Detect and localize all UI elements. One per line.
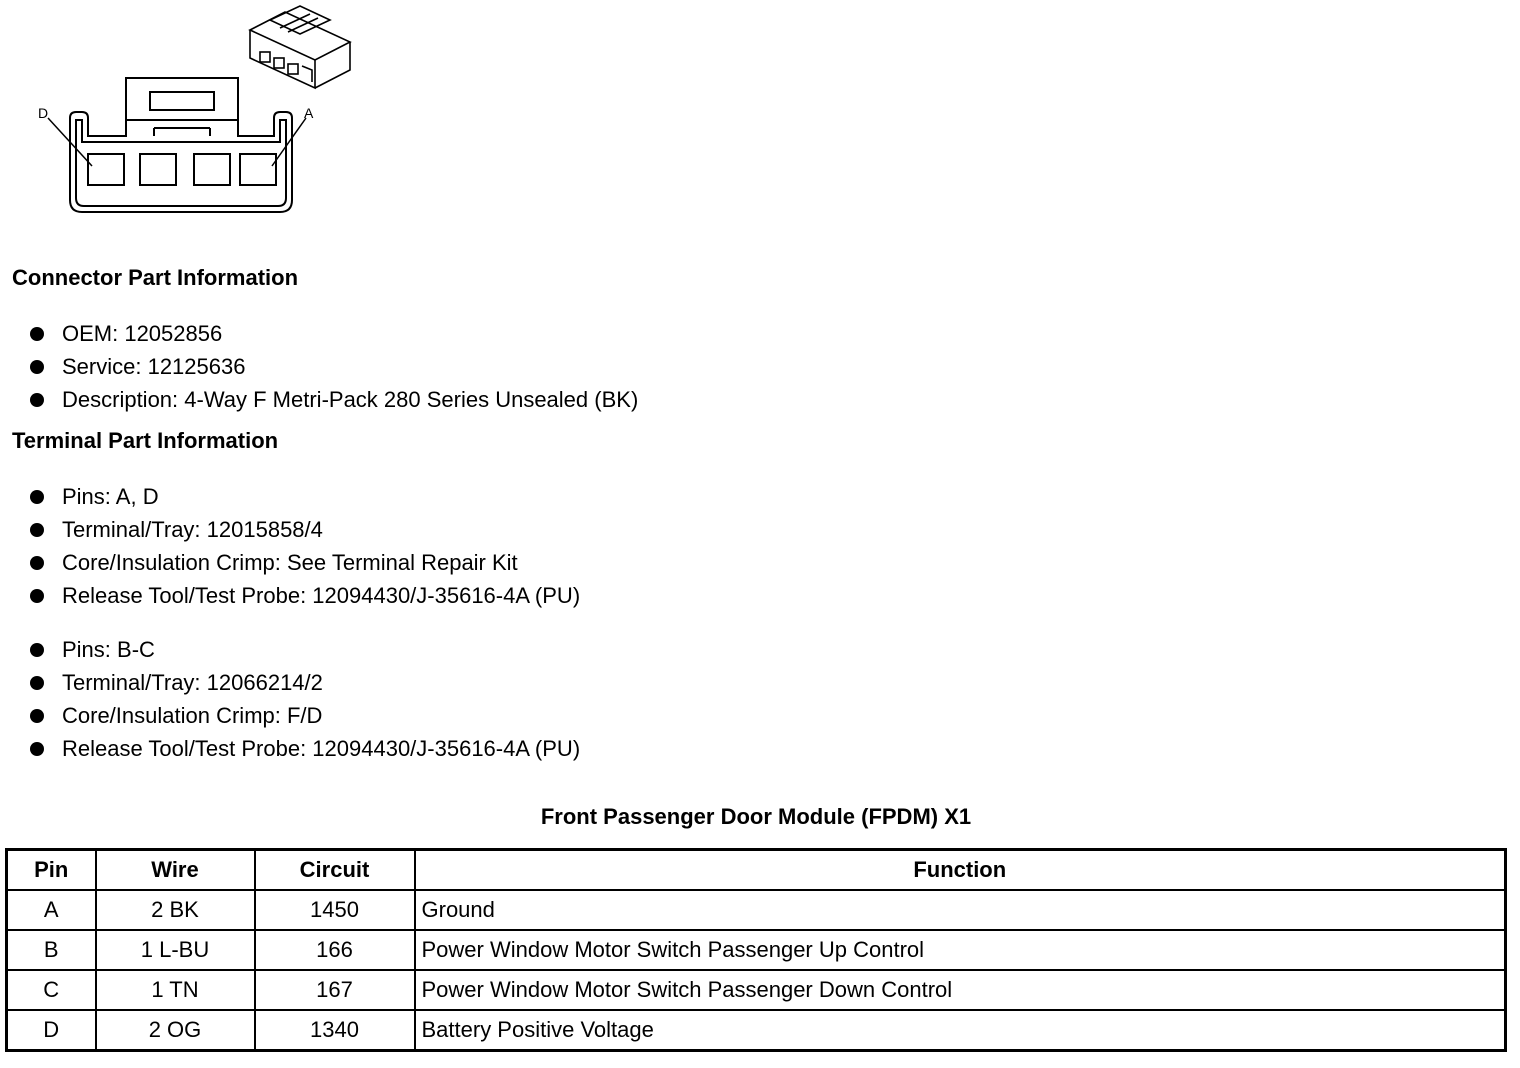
- list-item: Release Tool/Test Probe: 12094430/J-35616-4A (PU): [28, 732, 580, 765]
- connector-face: [48, 78, 306, 212]
- list-item: Core/Insulation Crimp: F/D: [28, 699, 580, 732]
- cell-function: Power Window Motor Switch Passenger Up Control: [415, 930, 1506, 970]
- connector-diagram: [30, 0, 370, 225]
- bullet-icon: [30, 523, 44, 537]
- cell-pin: C: [7, 970, 96, 1010]
- cell-function: Battery Positive Voltage: [415, 1010, 1506, 1051]
- pin-label-d: D: [38, 105, 49, 121]
- list-item: Service: 12125636: [28, 350, 638, 383]
- pin-cavity-b: [194, 154, 230, 185]
- cell-pin: D: [7, 1010, 96, 1051]
- terminal-group-1-list: [28, 480, 580, 612]
- pin-cavity-c: [140, 154, 176, 185]
- table-header-row: [7, 850, 1506, 891]
- bullet-icon: [30, 327, 44, 341]
- pinout-table: [5, 848, 1507, 1052]
- list-item: Pins: B-C: [28, 633, 580, 666]
- terminal-part-info-heading: Terminal Part Information: [12, 428, 279, 453]
- connector-part-info-heading: Connector Part Information: [12, 265, 299, 290]
- bullet-icon: [30, 589, 44, 603]
- cell-function: Ground: [415, 890, 1506, 930]
- bullet-icon: [30, 490, 44, 504]
- cell-circuit: 1450: [255, 890, 415, 930]
- cell-pin: A: [7, 890, 96, 930]
- header-wire: Wire: [96, 850, 255, 891]
- bullet-icon: [30, 676, 44, 690]
- list-item: Description: 4-Way F Metri-Pack 280 Series Unsealed (BK): [28, 383, 638, 416]
- cell-circuit: 167: [255, 970, 415, 1010]
- list-item: Pins: A, D: [28, 480, 580, 513]
- pin-label-a: A: [304, 105, 314, 121]
- bullet-icon: [30, 742, 44, 756]
- cell-wire: 1 TN: [96, 970, 255, 1010]
- cell-pin: B: [7, 930, 96, 970]
- bullet-icon: [30, 393, 44, 407]
- connector-3d-illustration: [250, 6, 350, 88]
- bullet-icon: [30, 360, 44, 374]
- connector-part-info-list: [28, 317, 638, 416]
- pin-cavity-d: [88, 154, 124, 185]
- cell-wire: 1 L-BU: [96, 930, 255, 970]
- header-function: Function: [415, 850, 1506, 891]
- cell-wire: 2 OG: [96, 1010, 255, 1051]
- table-row: [7, 930, 1506, 970]
- header-circuit: Circuit: [255, 850, 415, 891]
- terminal-group-2-list: [28, 633, 580, 765]
- bullet-icon: [30, 643, 44, 657]
- table-row: [7, 1010, 1506, 1051]
- table-row: [7, 890, 1506, 930]
- table-title: Front Passenger Door Module (FPDM) X1: [540, 804, 972, 829]
- list-item: Terminal/Tray: 12066214/2: [28, 666, 580, 699]
- list-item: Core/Insulation Crimp: See Terminal Repair Kit: [28, 546, 580, 579]
- header-pin: Pin: [7, 850, 96, 891]
- bullet-icon: [30, 709, 44, 723]
- cell-circuit: 1340: [255, 1010, 415, 1051]
- cell-wire: 2 BK: [96, 890, 255, 930]
- list-item: Release Tool/Test Probe: 12094430/J-35616-4A (PU): [28, 579, 580, 612]
- list-item: OEM: 12052856: [28, 317, 638, 350]
- list-item: Terminal/Tray: 12015858/4: [28, 513, 580, 546]
- cell-circuit: 166: [255, 930, 415, 970]
- pin-cavity-a: [240, 154, 276, 185]
- table-row: [7, 970, 1506, 1010]
- bullet-icon: [30, 556, 44, 570]
- cell-function: Power Window Motor Switch Passenger Down Control: [415, 970, 1506, 1010]
